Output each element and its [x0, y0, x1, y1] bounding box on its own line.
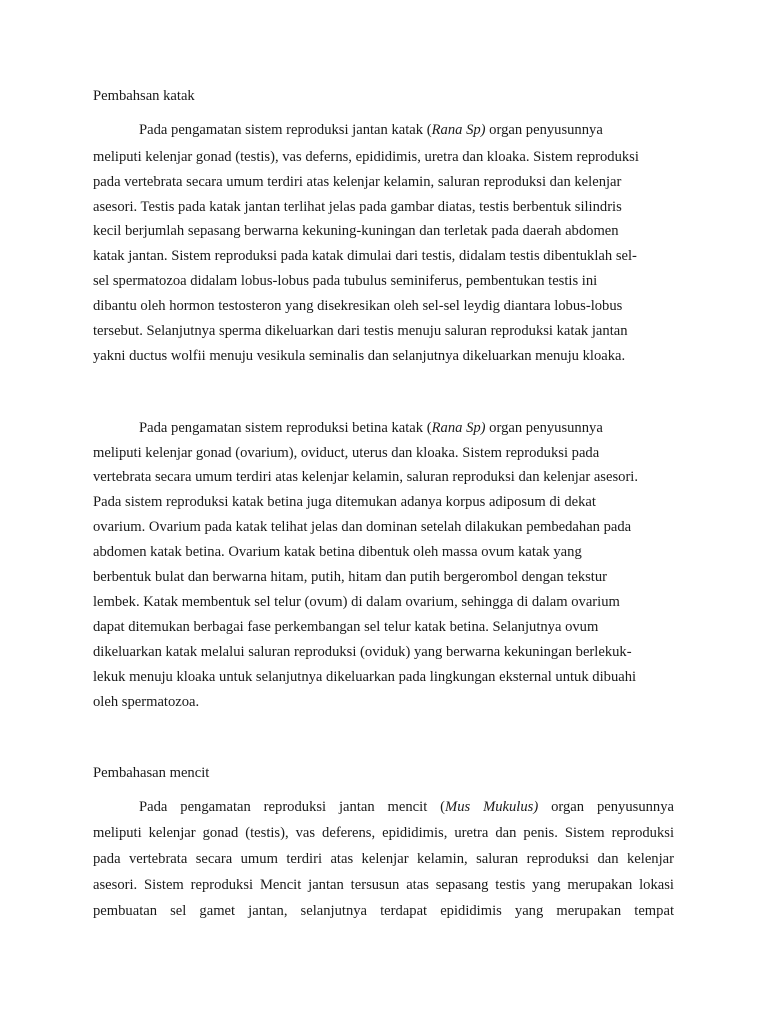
text-line: meliputi kelenjar gonad (testis), vas deferns, epididimis, uretra dan kloaka. Sistem reproduksi: [93, 149, 639, 165]
text-line: oleh spermatozoa.: [93, 694, 200, 710]
species-name: Rana Sp): [431, 420, 486, 436]
text-line: asesori. Sistem reproduksi Mencit jantan tersusun atas sepasang testis yang merupakan lokasi: [93, 877, 674, 893]
text-line: meliputi kelenjar gonad (testis), vas deferens, epididimis, uretra dan penis. Sistem reproduksi: [93, 825, 674, 841]
text-line: abdomen katak betina. Ovarium katak betina dibentuk oleh massa ovum katak yang: [93, 544, 582, 560]
text-line: pada vertebrata secara umum terdiri atas kelenjar kelamin, saluran reproduksi dan kelenjar: [93, 174, 622, 190]
species-name: Rana Sp): [431, 122, 486, 138]
species-name: Mus Mukulus): [445, 799, 539, 815]
text-line: pembuatan sel gamet jantan, selanjutnya terdapat epididimis yang merupakan tempat: [93, 903, 674, 919]
text-line: asesori. Testis pada katak jantan terlihat jelas pada gambar diatas, testis berbentuk silindris: [93, 199, 622, 215]
text-line: Pada pengamatan sistem reproduksi betina katak (Rana Sp) organ penyusunnya: [139, 420, 603, 436]
section-heading-katak: Pembahsan katak: [93, 88, 195, 104]
text-line: Pada pengamatan reproduksi jantan mencit (Mus Mukulus) organ penyusunnya: [139, 799, 674, 815]
text-line: kecil berjumlah sepasang berwarna kekuning-kuningan dan terletak pada daerah abdomen: [93, 223, 619, 239]
text-line: yakni ductus wolfii menuju vesikula seminalis dan selanjutnya dikeluarkan menuju kloaka.: [93, 348, 626, 364]
text-line: vertebrata secara umum terdiri atas kelenjar kelamin, saluran reproduksi dan kelenjar asesori.: [93, 469, 639, 485]
text-line: dikeluarkan katak melalui saluran reproduksi (oviduk) yang berwarna kekuningan berlekuk-: [93, 644, 632, 660]
text-line: dibantu oleh hormon testosteron yang disekresikan oleh sel-sel leydig diantara lobus-lobus: [93, 298, 623, 314]
text-line: ovarium. Ovarium pada katak telihat jelas dan dominan setelah dilakukan pembedahan pada: [93, 519, 632, 535]
section-heading-mencit: Pembahasan mencit: [93, 765, 210, 781]
text-line: meliputi kelenjar gonad (ovarium), oviduct, uterus dan kloaka. Sistem reproduksi pada: [93, 445, 600, 461]
text-line: Pada pengamatan sistem reproduksi jantan katak (Rana Sp) organ penyusunnya: [139, 122, 603, 138]
text-line: tersebut. Selanjutnya sperma dikeluarkan dari testis menuju saluran reproduksi katak jantan: [93, 323, 628, 339]
text-line: lekuk menuju kloaka untuk selanjutnya dikeluarkan pada lingkungan eksternal untuk dibuahi: [93, 669, 637, 685]
text-line: Pada sistem reproduksi katak betina juga ditemukan adanya korpus adiposum di dekat: [93, 494, 596, 510]
text-line: dapat ditemukan berbagai fase perkembangan sel telur katak betina. Selanjutnya ovum: [93, 619, 599, 635]
text-line: sel spermatozoa didalam lobus-lobus pada tubulus seminiferus, pembentukan testis ini: [93, 273, 598, 289]
text-line: pada vertebrata secara umum terdiri atas kelenjar kelamin, saluran reproduksi dan kelenjar: [93, 851, 674, 867]
text-line: lembek. Katak membentuk sel telur (ovum) di dalam ovarium, sehingga di dalam ovarium: [93, 594, 620, 610]
text-line: berbentuk bulat dan berwarna hitam, putih, hitam dan putih bergerombol dengan tekstur: [93, 569, 608, 585]
text-line: katak jantan. Sistem reproduksi pada katak dimulai dari testis, didalam testis dibentuklah sel-: [93, 248, 637, 264]
